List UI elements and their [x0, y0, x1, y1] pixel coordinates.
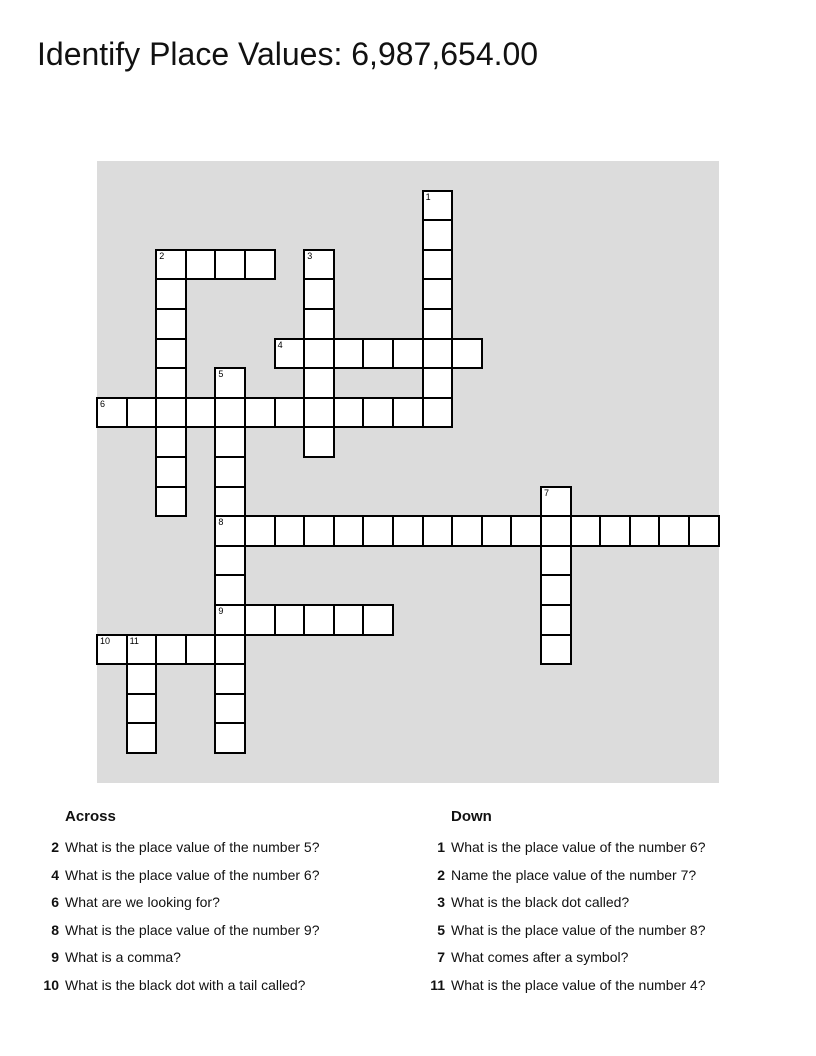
clue-number: 10: [43, 977, 59, 993]
grid-cell[interactable]: [155, 397, 187, 429]
grid-cell[interactable]: [422, 367, 454, 399]
grid-cell[interactable]: [214, 426, 246, 458]
grid-cell[interactable]: [214, 456, 246, 488]
clue-across-6: [37, 892, 367, 912]
grid-cell[interactable]: [303, 397, 335, 429]
grid-cell[interactable]: [303, 308, 335, 340]
grid-cell[interactable]: [303, 338, 335, 370]
grid-cell[interactable]: [214, 604, 246, 636]
clue-across-10: [37, 975, 367, 995]
clue-number: 4: [51, 866, 59, 883]
grid-cell[interactable]: [303, 278, 335, 310]
clue-number: 11: [430, 977, 445, 993]
grid-cell[interactable]: [362, 397, 394, 429]
clue-down-7: [423, 947, 753, 967]
grid-cell[interactable]: [392, 515, 424, 547]
grid-cell[interactable]: [451, 338, 483, 370]
clue-number: 6: [51, 894, 59, 911]
grid-cell[interactable]: [96, 397, 128, 429]
grid-cell[interactable]: [540, 574, 572, 606]
grid-cell[interactable]: [214, 634, 246, 666]
grid-cell[interactable]: [303, 604, 335, 636]
clue-number: 7: [437, 949, 445, 966]
grid-cell[interactable]: [303, 249, 335, 281]
cell-number: 8: [218, 517, 224, 528]
grid-cell[interactable]: [422, 249, 454, 281]
clue-text: What is the place value of the number 6?: [451, 839, 706, 855]
cell-number: 5: [218, 369, 224, 380]
grid-cell[interactable]: [570, 515, 602, 547]
grid-cell[interactable]: [155, 456, 187, 488]
grid-cell[interactable]: [155, 426, 187, 458]
grid-cell[interactable]: [185, 249, 217, 281]
grid-cell[interactable]: [214, 249, 246, 281]
grid-cell[interactable]: [333, 515, 365, 547]
grid-cell[interactable]: [540, 604, 572, 636]
grid-cell[interactable]: [362, 604, 394, 636]
cell-number: 1: [425, 191, 431, 202]
clue-across-4: [37, 865, 367, 885]
grid-cell[interactable]: [214, 545, 246, 577]
clue-down-1: [423, 837, 753, 857]
grid-cell[interactable]: [274, 515, 306, 547]
grid-cell[interactable]: [126, 634, 158, 666]
grid-cell[interactable]: [540, 634, 572, 666]
clue-text: What is the place value of the number 6?: [65, 866, 320, 883]
clue-text: What is the place value of the number 5?: [65, 839, 320, 855]
clue-across-2: [37, 837, 367, 857]
grid-cell[interactable]: [155, 367, 187, 399]
grid-cell[interactable]: [422, 278, 454, 310]
clue-number: 5: [437, 921, 445, 938]
grid-cell[interactable]: [96, 634, 128, 666]
grid-cell[interactable]: [185, 634, 217, 666]
clue-text: What comes after a symbol?: [451, 949, 629, 966]
grid-cell[interactable]: [214, 663, 246, 695]
down-heading: Down: [451, 808, 492, 825]
cell-number: 6: [100, 398, 106, 409]
clue-down-11: [423, 975, 753, 995]
clue-text: What is a comma?: [65, 949, 181, 966]
grid-cell[interactable]: [244, 515, 276, 547]
page-title: Identify Place Values: 6,987,654.00: [37, 36, 539, 72]
across-heading: Across: [65, 808, 116, 825]
grid-cell[interactable]: [422, 219, 454, 251]
clue-text: What are we looking for?: [65, 894, 220, 911]
grid-cell[interactable]: [333, 338, 365, 370]
clue-number: 1: [437, 839, 445, 855]
grid-cell[interactable]: [629, 515, 661, 547]
grid-cell[interactable]: [392, 338, 424, 370]
grid-cell[interactable]: [362, 338, 394, 370]
cell-number: 7: [544, 487, 550, 498]
clue-number: 8: [51, 921, 59, 938]
clue-number: 2: [437, 866, 445, 883]
grid-cell[interactable]: [599, 515, 631, 547]
crossword-grid: [97, 161, 719, 783]
grid-cell[interactable]: [155, 338, 187, 370]
clue-text: Name the place value of the number 7?: [451, 866, 697, 883]
cell-number: 3: [307, 250, 313, 261]
cell-number: 9: [218, 606, 224, 616]
grid-cell[interactable]: [155, 278, 187, 310]
grid-cell[interactable]: [688, 515, 720, 547]
clue-text: What is the black dot called?: [451, 894, 630, 911]
grid-cell[interactable]: [303, 367, 335, 399]
grid-cell[interactable]: [303, 515, 335, 547]
clue-text: What is the black dot with a tail called?: [65, 977, 306, 993]
grid-cell[interactable]: [126, 722, 158, 754]
grid-cell[interactable]: [422, 308, 454, 340]
clue-number: 9: [51, 949, 59, 966]
cell-number: 10: [100, 635, 111, 646]
grid-cell[interactable]: [214, 515, 246, 547]
grid-cell[interactable]: [185, 397, 217, 429]
clue-text: What is the place value of the number 8?: [451, 921, 706, 938]
cell-number: 2: [159, 250, 165, 261]
grid-cell[interactable]: [392, 397, 424, 429]
clue-across-8: [37, 920, 367, 940]
grid-cell[interactable]: [451, 515, 483, 547]
clue-down-2: [423, 865, 753, 885]
grid-cell[interactable]: [422, 397, 454, 429]
grid-cell[interactable]: [214, 397, 246, 429]
grid-cell[interactable]: [244, 397, 276, 429]
grid-cell[interactable]: [510, 515, 542, 547]
grid-cell[interactable]: [155, 634, 187, 666]
grid-cell[interactable]: [333, 604, 365, 636]
grid-cell[interactable]: [422, 190, 454, 222]
grid-cell[interactable]: [333, 397, 365, 429]
grid-cell[interactable]: [214, 722, 246, 754]
clue-number: 2: [51, 839, 59, 855]
clue-across-9: [37, 947, 367, 967]
grid-cell[interactable]: [126, 663, 158, 695]
clue-text: What is the place value of the number 9?: [65, 921, 320, 938]
grid-cell[interactable]: [481, 515, 513, 547]
grid-cell[interactable]: [155, 308, 187, 340]
grid-cell[interactable]: [540, 545, 572, 577]
grid-cell[interactable]: [274, 604, 306, 636]
cell-number: 11: [129, 635, 139, 646]
grid-cell[interactable]: [303, 426, 335, 458]
clue-down-3: [423, 892, 753, 912]
grid-cell[interactable]: [214, 367, 246, 399]
grid-cell[interactable]: [155, 249, 187, 281]
grid-cell[interactable]: [658, 515, 690, 547]
clue-down-5: [423, 920, 753, 940]
grid-cell[interactable]: [422, 338, 454, 370]
grid-cell[interactable]: [422, 515, 454, 547]
grid-cell[interactable]: [540, 486, 572, 518]
clue-text: What is the place value of the number 4?: [451, 977, 706, 993]
grid-cell[interactable]: [214, 486, 246, 518]
grid-cell[interactable]: [362, 515, 394, 547]
grid-cell[interactable]: [126, 397, 158, 429]
grid-cell[interactable]: [214, 574, 246, 606]
cell-number: 4: [277, 339, 283, 350]
grid-cell[interactable]: [274, 338, 306, 370]
grid-cell[interactable]: [155, 486, 187, 518]
grid-cell[interactable]: [126, 693, 158, 725]
grid-cell[interactable]: [244, 249, 276, 281]
clue-number: 3: [437, 894, 445, 911]
grid-cell[interactable]: [244, 604, 276, 636]
grid-cell[interactable]: [274, 397, 306, 429]
grid-cell[interactable]: [540, 515, 572, 547]
grid-cell[interactable]: [214, 693, 246, 725]
